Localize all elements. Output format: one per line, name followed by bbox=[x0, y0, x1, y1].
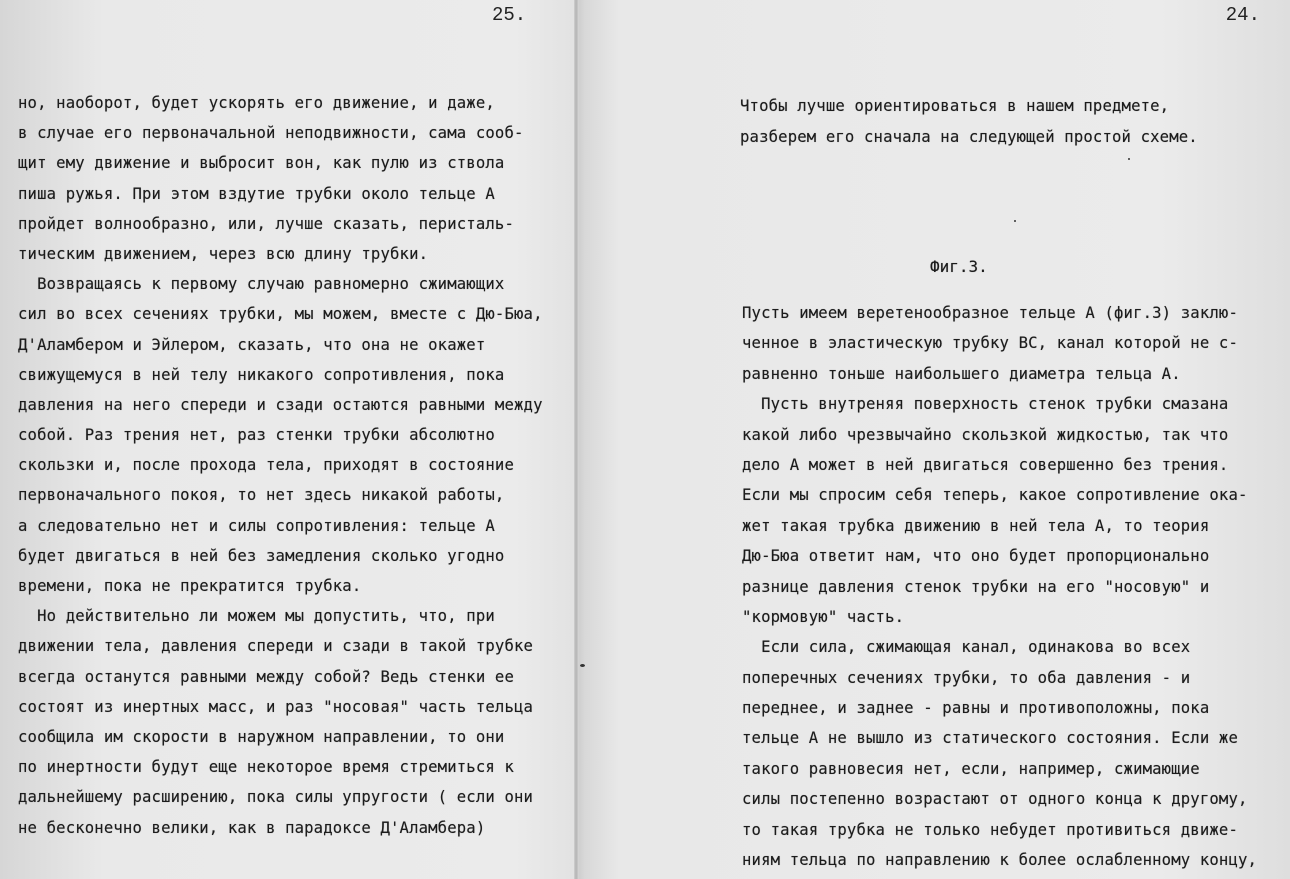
text-line: Возвращаясь к первому случаю равномерно сжимающих bbox=[18, 275, 505, 294]
text-line: Если мы спросим себя теперь, какое сопротивление ока- bbox=[742, 486, 1248, 505]
text-line: такого равновесия нет, если, например, сжимающие bbox=[742, 759, 1200, 778]
text-line: пройдет волнообразно, или, лучше сказать, перисталь- bbox=[18, 214, 514, 233]
right-page-text bbox=[742, 298, 1257, 875]
text-line: поперечных сечениях трубки, то оба давления - и bbox=[742, 668, 1191, 687]
text-line: дальнейшему расширению, пока силы упругости ( если они bbox=[18, 788, 534, 807]
text-line: жет такая трубка движению в ней тела А, то теория bbox=[742, 516, 1210, 535]
ink-speck bbox=[1128, 158, 1130, 160]
text-line: не бесконечно велики, как в парадоксе Д'Аламбера) bbox=[18, 818, 486, 837]
text-line: сообщила им скорости в наружном направлении, то они bbox=[18, 727, 505, 746]
text-line: скользки и, после прохода тела, приходят в состояние bbox=[18, 456, 514, 475]
text-line: тельце А не вышло из статического состояния. Если же bbox=[742, 729, 1238, 748]
right-page-intro bbox=[740, 91, 1198, 153]
ink-speck bbox=[580, 664, 585, 667]
text-line: состоят из инертных масс, и раз "носовая" часть тельца bbox=[18, 697, 534, 716]
text-line: Но действительно ли можем мы допустить, что, при bbox=[18, 607, 495, 626]
text-line: Если сила, сжимающая канал, одинакова во всех bbox=[742, 638, 1191, 657]
text-line: разнице давления стенок трубки на его "носовую" и bbox=[742, 577, 1210, 596]
text-line: какой либо чрезвычайно скользкой жидкостью, так что bbox=[742, 425, 1229, 444]
text-line: тическим движением, через всю длину трубки. bbox=[18, 244, 429, 263]
right-page-number: 24. bbox=[1225, 4, 1260, 26]
text-line: Дю-Бюа ответит нам, что оно будет пропорционально bbox=[742, 547, 1210, 566]
text-line: Пусть внутреняя поверхность стенок трубки смазана bbox=[742, 395, 1229, 414]
figure-caption: Фиг.3. bbox=[930, 257, 988, 276]
text-line: свижущемуся в ней телу никакого сопротивления, пока bbox=[18, 365, 505, 384]
text-line: ниям тельца по направлению к более ослабленному концу, bbox=[742, 851, 1258, 870]
text-line: то такая трубка не только небудет противиться движе- bbox=[742, 820, 1238, 839]
left-page-number: 25. bbox=[492, 4, 527, 26]
left-page-text bbox=[18, 88, 543, 843]
text-line: Д'Аламбером и Эйлером, сказать, что она не окажет bbox=[18, 335, 486, 354]
text-line: переднее, и заднее - равны и противоположны, пока bbox=[742, 699, 1210, 718]
text-line: разберем его сначала на следующей простой схеме. bbox=[740, 128, 1198, 146]
ink-speck bbox=[1014, 220, 1016, 222]
text-line: времени, пока не прекратится трубка. bbox=[18, 577, 362, 595]
text-line: движении тела, давления спереди и сзади в такой трубке bbox=[18, 637, 534, 656]
right-page bbox=[578, 0, 1290, 879]
text-line: собой. Раз трения нет, раз стенки трубки абсолютно bbox=[18, 426, 495, 445]
text-line: пиша ружья. При этом вздутие трубки около тельце А bbox=[18, 184, 495, 203]
text-line: Чтобы лучше ориентироваться в нашем предмете, bbox=[740, 97, 1170, 115]
text-line: Пусть имеем веретенообразное тельце А (фиг.3) заклю- bbox=[742, 304, 1238, 322]
text-line: дело А может в ней двигаться совершенно без трения. bbox=[742, 455, 1229, 474]
text-line: щит ему движение и выбросит вон, как пулю из ствола bbox=[18, 154, 505, 173]
text-line: всегда останутся равными между собой? Ведь стенки ее bbox=[18, 667, 514, 686]
text-line: по инертности будут еще некоторое время стремиться к bbox=[18, 758, 514, 777]
text-line: "кормовую" часть. bbox=[742, 607, 905, 626]
text-line: равненно тоньше наибольшего диаметра тельца А. bbox=[742, 364, 1181, 383]
text-line: первоначального покоя, то нет здесь никакой работы, bbox=[18, 486, 505, 505]
text-line: но, наоборот, будет ускорять его движение, и даже, bbox=[18, 94, 495, 112]
text-line: давления на него спереди и сзади остаются равными между bbox=[18, 395, 543, 414]
left-page bbox=[0, 0, 578, 879]
text-line: а следовательно нет и силы сопротивления: тельце А bbox=[18, 516, 495, 535]
text-line: сил во всех сечениях трубки, мы можем, вместе с Дю-Бюа, bbox=[18, 305, 543, 324]
text-line: силы постепенно возрастают от одного конца к другому, bbox=[742, 790, 1248, 809]
text-line: ченное в эластическую трубку ВС, канал которой не с- bbox=[742, 334, 1238, 353]
text-line: в случае его первоначальной неподвижности, сама сооб- bbox=[18, 124, 524, 143]
text-line: будет двигаться в ней без замедления сколько угодно bbox=[18, 546, 505, 565]
